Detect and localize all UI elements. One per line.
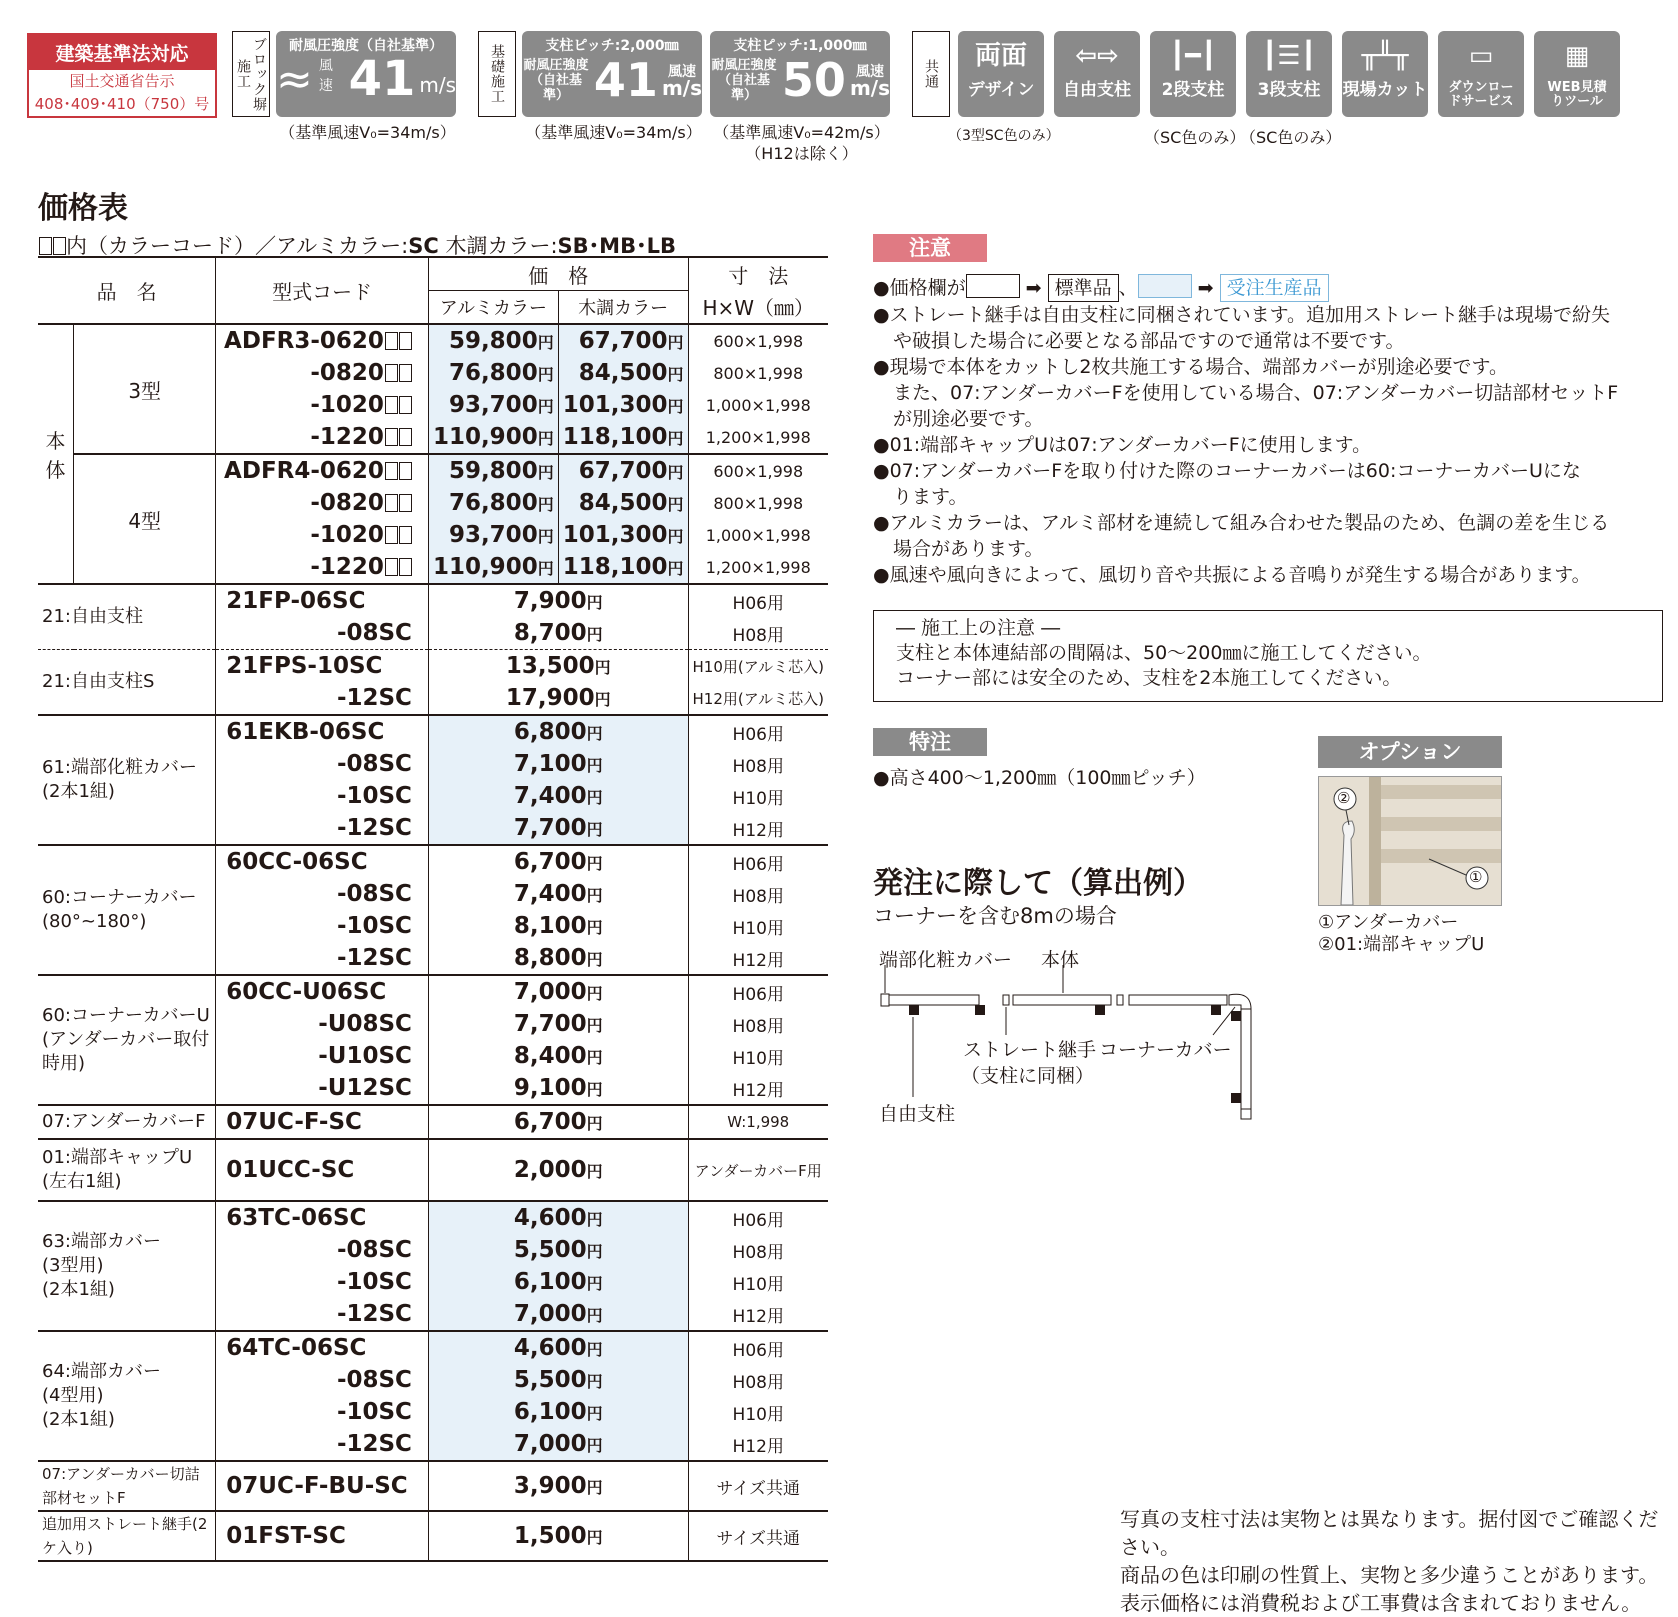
lbl-post: 自由支柱	[879, 1103, 956, 1125]
wind2-value: 41	[593, 53, 658, 107]
item-name: 21:自由支柱	[38, 584, 216, 650]
joint-2	[1117, 995, 1123, 1005]
dimension: H10用	[732, 918, 784, 939]
price-cell: 76,800円	[428, 357, 558, 389]
item-name: 追加用ストレート継手(2ケ入り)	[38, 1511, 216, 1561]
item-name: 07:アンダーカバーF	[38, 1105, 216, 1139]
price-cell: 3,900円	[428, 1461, 688, 1511]
model-code: 61EKB-06SC	[216, 715, 429, 748]
dimension: 800×1,998	[713, 363, 804, 383]
wind1-head: 耐風圧強度（自社基準）	[289, 38, 443, 54]
col-code: 型式コード	[216, 257, 429, 324]
model-code: -08SC	[216, 748, 429, 780]
free-post-icon: ⇦⇨ 自由支柱	[1054, 31, 1140, 117]
table-row	[38, 1511, 828, 1561]
model-code: -10SC	[216, 1266, 429, 1298]
fence-top	[1375, 785, 1501, 799]
table-row	[38, 975, 828, 1008]
table-row	[38, 324, 828, 357]
col-dim2: H×W（㎜）	[702, 296, 815, 321]
model-code: -12SC	[216, 942, 429, 975]
price-cell: 4,600円	[428, 1201, 688, 1234]
wind2-sub1: 耐風圧強度	[523, 57, 589, 73]
price-cell: 2,000円	[428, 1139, 688, 1201]
lbl-joint2: （支柱に同梱）	[961, 1065, 1095, 1087]
item-name: 63:端部カバー (3型用) (2本1組)	[38, 1201, 216, 1331]
price-cell: 101,300円	[558, 389, 688, 421]
calculator-icon: ▦ WEB見積りツール	[1534, 31, 1620, 117]
download-icon: ▭ ダウンロードサービス	[1438, 31, 1524, 117]
price-cell: 8,400円	[428, 1040, 688, 1072]
model-code: -1020	[216, 519, 429, 551]
dimension: H08用	[732, 1016, 784, 1037]
model-code: -08SC	[216, 878, 429, 910]
col-name: 品 名	[38, 257, 216, 324]
badge-sub1: 国土交通省告示	[69, 72, 175, 90]
dimension: H06用	[732, 1210, 784, 1231]
wind2-speed-label: 風速	[667, 64, 696, 80]
construction-notes: ― 施工上の注意 ― 支柱と本体連結部の間隔は、50～200㎜に施工してください。 コーナー部には安全のため、支柱を2本施工してください。	[873, 610, 1663, 702]
price-cell: 6,700円	[428, 845, 688, 878]
wind-strength-box-1	[276, 31, 456, 117]
option-header: オプション	[1318, 736, 1502, 768]
wind3-under2: （H12は除く）	[745, 144, 858, 163]
model-code: -1020	[216, 389, 429, 421]
col-alu: アルミカラー	[428, 291, 558, 325]
model-code: -1220	[216, 551, 429, 584]
wind3-unit: m/s	[849, 76, 890, 100]
post-2	[975, 1005, 985, 1015]
dimension: アンダーカバーF用	[694, 1161, 822, 1180]
price-cell: 7,700円	[428, 812, 688, 845]
caution-notes: ●価格欄が ➡ 標準品 、 ➡ 受注生産品 ●ストレート継手は自由支柱に同梱されています。追加用ストレート継手は現場で紛失 や破損した場合に必要となる部品ですので通常は不要です。 ●現場で本体をカットし2枚共施工する場合、端部カバーが別途必要です。 また、07:アンダーカバーFを使用している場合、07:アンダーカバー切詰部材セットF が別途必要です。 ●01:端部キャップUは07:アンダーカバーFに使用します。 ●07:アンダーカバーFを取り付けた際のコーナーカバーは60:コーナーカバーUにな ります。 ●アルミカラーは、アルミ部材を連続して組み合わせた製品のため、色調の差を生じる 場合があります。 ●風速や風向きによって、風切り音や共振による音鳴りが発生する場合があります。	[873, 274, 1668, 588]
table-row	[38, 1461, 828, 1511]
dimension: H06用	[732, 724, 784, 745]
table-row	[38, 845, 828, 878]
model-code: ADFR4-0620	[216, 454, 429, 487]
model-code: 01FST-SC	[216, 1511, 429, 1561]
model-code: -U10SC	[216, 1040, 429, 1072]
price-cell: 7,100円	[428, 748, 688, 780]
price-cell: 6,800円	[428, 715, 688, 748]
panel-4	[1241, 1009, 1251, 1109]
wind-icon: ≈	[276, 54, 313, 105]
model-code: 01UCC-SC	[216, 1139, 429, 1201]
fence-mid	[1375, 817, 1501, 831]
model-code: -08SC	[216, 1364, 429, 1396]
col-dim1: 寸 法	[728, 263, 789, 288]
post-6	[1231, 1093, 1241, 1103]
model-code: -0820	[216, 487, 429, 519]
item-name: 64:端部カバー (4型用) (2本1組)	[38, 1331, 216, 1461]
dimension: H12用	[732, 1080, 784, 1101]
wind2-under: （基準風速V₀=34m/s）	[525, 123, 702, 142]
model-code: 60CC-U06SC	[216, 975, 429, 1008]
color-code-box-icon	[39, 237, 52, 255]
price-cell: 13,500円	[428, 650, 688, 683]
dimension: 1,000×1,998	[705, 395, 811, 415]
wind2-sub2: （自社基準）	[529, 72, 582, 103]
panel-1	[889, 995, 979, 1005]
table-row	[38, 454, 828, 487]
price-cell: 84,500円	[558, 357, 688, 389]
corner-cover-shape	[1229, 994, 1251, 1009]
price-cell: 4,600円	[428, 1331, 688, 1364]
panel-3	[1129, 995, 1227, 1005]
table-row	[38, 1139, 828, 1201]
model-code: -1220	[216, 421, 429, 454]
price-cell: 118,100円	[558, 551, 688, 584]
price-cell: 6,700円	[428, 1105, 688, 1139]
caution-legend: ●価格欄が ➡ 標準品 、 ➡ 受注生産品	[873, 274, 1668, 302]
model-code: -U12SC	[216, 1072, 429, 1105]
price-cell: 118,100円	[558, 421, 688, 454]
dimension: H08用	[732, 625, 784, 646]
price-cell: 7,400円	[428, 780, 688, 812]
joint-1	[1003, 995, 1009, 1005]
dimension: H08用	[732, 756, 784, 777]
dimension: H08用	[732, 1372, 784, 1393]
panel-2	[1013, 995, 1111, 1005]
price-cell: 84,500円	[558, 487, 688, 519]
wind1-speed-label: 風速	[318, 58, 333, 94]
badge-sub2: 408･409･410（750）号	[34, 95, 210, 113]
price-cell: 8,700円	[428, 617, 688, 650]
table-row	[38, 1201, 828, 1234]
price-cell: 7,000円	[428, 1428, 688, 1461]
body-label: 本 体	[38, 324, 74, 584]
wind3-under1: （基準風速V₀=42m/s）	[713, 123, 890, 142]
order-sub: コーナーを含む8mの場合	[873, 904, 1117, 928]
lbl-corner: コーナーカバー	[1099, 1039, 1232, 1061]
wind1-under: （基準風速V₀=34m/s）	[279, 123, 456, 142]
model-code: -08SC	[216, 617, 429, 650]
post-3	[1095, 1005, 1105, 1015]
price-table-title: 価格表	[38, 191, 128, 226]
price-cell: 76,800円	[428, 487, 558, 519]
lbl-joint: ストレート継手	[963, 1039, 1097, 1061]
design-note: （3型SC色のみ）	[948, 128, 1060, 144]
dimension: H10用	[732, 788, 784, 809]
lbl-end-cover: 端部化粧カバー	[879, 949, 1013, 971]
wind3-value: 50	[781, 53, 846, 107]
building-standard-badge	[27, 33, 217, 118]
wind-strength-box-3	[710, 31, 890, 117]
dimension: サイズ共通	[688, 1511, 828, 1561]
wind-strength-box-2	[522, 31, 702, 117]
price-cell: 6,100円	[428, 1396, 688, 1428]
dimension: H12用(アルミ芯入)	[692, 689, 824, 708]
color-code-box-icon	[385, 558, 398, 576]
model-code: ADFR3-0620	[216, 324, 429, 357]
wind3-sub1: 耐風圧強度	[711, 57, 777, 73]
end-cover-left	[881, 994, 889, 1006]
end-cap-shape	[1341, 821, 1354, 905]
model-code: 21FPS-10SC	[216, 650, 429, 683]
block-wall-label: ブロック塀施工	[232, 31, 270, 117]
dimension: H12用	[732, 1306, 784, 1327]
price-cell: 8,800円	[428, 942, 688, 975]
item-name: 01:端部キャップU (左右1組)	[38, 1139, 216, 1201]
color-code-box-icon	[385, 462, 398, 480]
end-cover-bottom	[1241, 1109, 1251, 1119]
price-cell: 67,700円	[558, 324, 688, 357]
wind2-head: 支柱ピッチ:2,000㎜	[545, 38, 679, 54]
dimension: H12用	[732, 820, 784, 841]
dimension: H06用	[732, 593, 784, 614]
badge-title: 建築基準法対応	[29, 35, 215, 70]
model-code: -12SC	[216, 1298, 429, 1331]
dimension: 1,000×1,998	[705, 525, 811, 545]
caution-header: 注意	[873, 232, 987, 262]
fence-low	[1375, 849, 1501, 863]
special-text: ●高さ400～1,200㎜（100㎜ピッチ）	[873, 767, 1206, 789]
wind1-unit: m/s	[419, 73, 456, 97]
post-5	[1231, 1011, 1241, 1021]
model-code: -10SC	[216, 910, 429, 942]
two-stage-post-icon: ┃━┃ 2段支柱	[1150, 31, 1236, 117]
wind3-head: 支柱ピッチ:1,000㎜	[733, 38, 867, 54]
price-table	[38, 256, 828, 1562]
price-cell: 110,900円	[428, 551, 558, 584]
dimension: サイズ共通	[716, 1478, 801, 1499]
model-code: -10SC	[216, 1396, 429, 1428]
color-code-box-icon	[385, 396, 398, 414]
option-num-2: ②	[1337, 789, 1351, 807]
item-name: 07:アンダーカバー切詰部材セットF	[38, 1461, 216, 1511]
fence-post	[1369, 777, 1381, 905]
type-label: 4型	[74, 454, 216, 584]
price-cell: 67,700円	[558, 454, 688, 487]
dimension: 1,200×1,998	[705, 427, 811, 447]
price-cell: 93,700円	[428, 519, 558, 551]
three-stage-note: （SC色のみ）	[1240, 128, 1342, 147]
item-name: 60:コーナーカバー (80°~180°)	[38, 845, 216, 975]
col-price: 価 格	[428, 257, 688, 291]
dimension: H10用	[732, 1274, 784, 1295]
price-cell: 59,800円	[428, 324, 558, 357]
dimension: H10用(アルミ芯入)	[692, 657, 824, 676]
model-code: 07UC-F-BU-SC	[216, 1461, 429, 1511]
order-title: 発注に際して（算出例）	[873, 866, 1203, 901]
color-code-box-icon	[385, 428, 398, 446]
model-code: 21FP-06SC	[216, 584, 429, 617]
item-name: 60:コーナーカバーU (アンダーカバー取付時用)	[38, 975, 216, 1105]
dimension: 800×1,998	[713, 493, 804, 513]
color-code-box-icon	[385, 526, 398, 544]
option-num-1: ①	[1469, 868, 1483, 886]
price-cell: 101,300円	[558, 519, 688, 551]
dimension: H06用	[732, 984, 784, 1005]
foundation-label: 基礎施工	[478, 31, 516, 117]
post-4	[1211, 1005, 1221, 1015]
model-code: -12SC	[216, 812, 429, 845]
feature-icons	[948, 31, 1658, 151]
option-labels: ①アンダーカバー ②01:端部キャップU	[1318, 912, 1485, 955]
price-cell: 5,500円	[428, 1234, 688, 1266]
option-photo	[1318, 776, 1502, 906]
model-code: 07UC-F-SC	[216, 1105, 429, 1139]
item-name: 61:端部化粧カバー (2本1組)	[38, 715, 216, 845]
special-header: 特注	[873, 726, 987, 756]
color-code-box-icon	[385, 494, 398, 512]
wind3-sub2: （自社基準）	[717, 72, 770, 103]
color-legend: 内（カラーコード）／アルミカラー:SC 木調カラー:SB･MB･LB	[38, 230, 676, 260]
lbl-body: 本体	[1041, 949, 1080, 971]
col-wood: 木調カラー	[558, 291, 688, 325]
item-name: 21:自由支柱S	[38, 650, 216, 716]
dimension: 600×1,998	[713, 331, 804, 351]
dimension: H06用	[732, 1340, 784, 1361]
post-1	[909, 1005, 919, 1015]
model-code: 60CC-06SC	[216, 845, 429, 878]
price-cell: 9,100円	[428, 1072, 688, 1105]
order-diagram	[873, 945, 1273, 1135]
price-cell: 17,900円	[428, 682, 688, 715]
table-row	[38, 584, 828, 617]
wind3-speed-label: 風速	[855, 64, 884, 80]
model-code: -08SC	[216, 1234, 429, 1266]
dimension: H08用	[732, 886, 784, 907]
dimension: 600×1,998	[713, 461, 804, 481]
three-stage-post-icon: ┃☰┃ 3段支柱	[1246, 31, 1332, 117]
dimension: H10用	[732, 1048, 784, 1069]
table-row	[38, 1105, 828, 1139]
model-code: 64TC-06SC	[216, 1331, 429, 1364]
dimension: 1,200×1,998	[705, 557, 811, 577]
site-cut-icon: ╥╨╥ 現場カット	[1342, 31, 1428, 117]
table-row	[38, 715, 828, 748]
price-cell: 93,700円	[428, 389, 558, 421]
price-cell: 6,100円	[428, 1266, 688, 1298]
price-cell: 110,900円	[428, 421, 558, 454]
price-cell: 8,100円	[428, 910, 688, 942]
model-code: -12SC	[216, 682, 429, 715]
design-icon: 両面 デザイン	[958, 31, 1044, 117]
table-row	[38, 1331, 828, 1364]
model-code: -0820	[216, 357, 429, 389]
color-code-box-icon	[385, 332, 398, 350]
footer-notes: 写真の支柱寸法は実物とは異なります。据付図でご確認ください。 商品の色は印刷の性質上、実物と多少違うことがあります。 表示価格には消費税および工事費は含まれておりません。	[1120, 1507, 1659, 1615]
wind2-unit: m/s	[661, 76, 702, 100]
dimension: H10用	[732, 1404, 784, 1425]
type-label: 3型	[74, 324, 216, 454]
dimension: W:1,998	[727, 1113, 790, 1131]
price-cell: 7,900円	[428, 584, 688, 617]
price-cell: 7,400円	[428, 878, 688, 910]
dimension: H12用	[732, 950, 784, 971]
table-row	[38, 650, 828, 683]
common-label: 共通	[912, 31, 950, 117]
price-cell: 1,500円	[428, 1511, 688, 1561]
color-code-box-icon	[385, 364, 398, 382]
price-cell: 5,500円	[428, 1364, 688, 1396]
model-code: -12SC	[216, 1428, 429, 1461]
dimension: H12用	[732, 1436, 784, 1457]
model-code: -U08SC	[216, 1008, 429, 1040]
price-cell: 7,700円	[428, 1008, 688, 1040]
two-stage-note: （SC色のみ）	[1144, 128, 1246, 147]
dimension: H08用	[732, 1242, 784, 1263]
wind1-value: 41	[348, 51, 416, 107]
model-code: 63TC-06SC	[216, 1201, 429, 1234]
price-cell: 7,000円	[428, 975, 688, 1008]
model-code: -10SC	[216, 780, 429, 812]
dimension: H06用	[732, 854, 784, 875]
price-cell: 59,800円	[428, 454, 558, 487]
price-cell: 7,000円	[428, 1298, 688, 1331]
